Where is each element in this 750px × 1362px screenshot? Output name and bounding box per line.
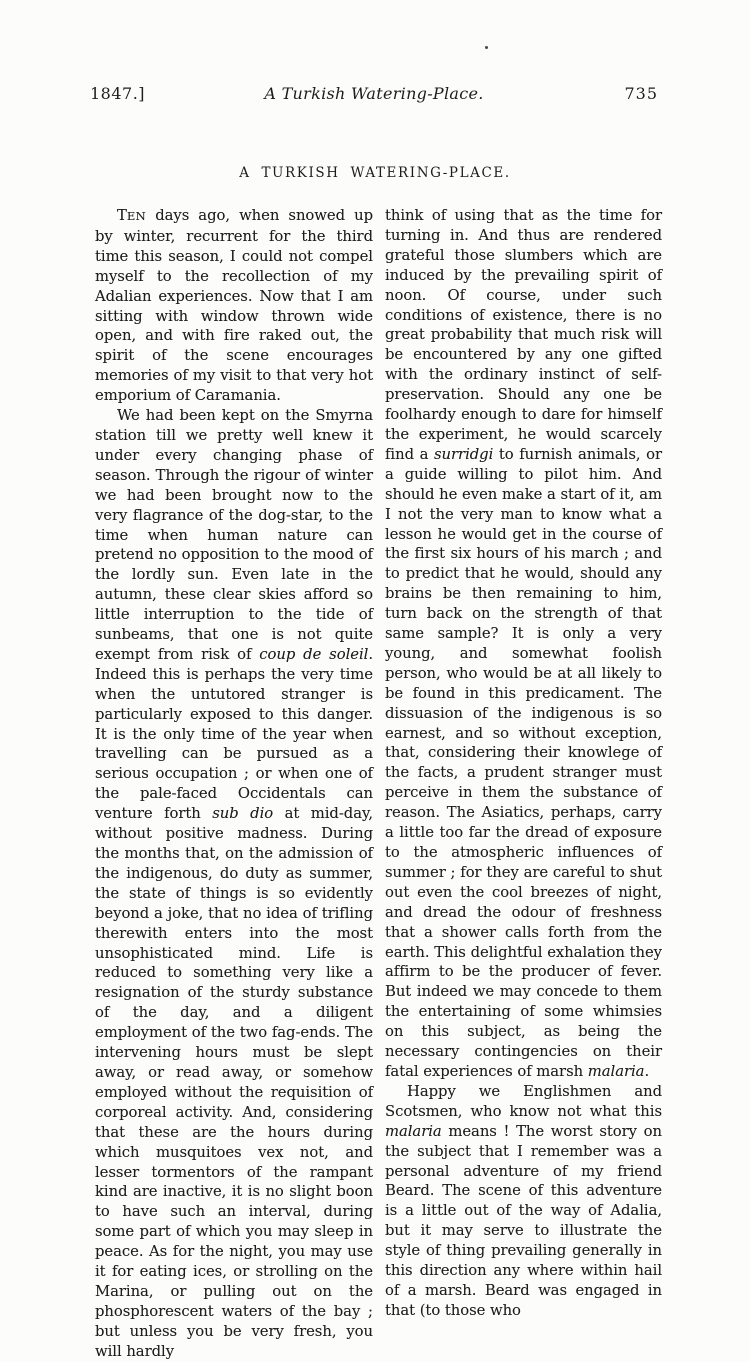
italic-text-run: coup de soleil	[259, 646, 368, 663]
text-run: . Indeed this is perhaps the very time when the untutored stranger is particularly exposed to this danger. It is the only time of the year when travelling can be pursued as a serious occupation ; or when one of the pale-faced Occidentals can venture forth	[95, 646, 373, 822]
paragraph	[385, 1082, 662, 1321]
italic-text-run: malaria	[385, 1123, 442, 1140]
header-year: 1847.]	[90, 84, 145, 103]
italic-text-run: sub dio	[212, 805, 273, 822]
right-column	[385, 206, 662, 1362]
article-title: A TURKISH WATERING-PLACE.	[0, 165, 750, 181]
left-column	[95, 206, 373, 1362]
text-run: Happy we Englishmen and Scotsmen, who know not what this	[385, 1083, 662, 1120]
text-run: EN	[127, 209, 146, 223]
paragraph	[95, 206, 373, 406]
page-number: 735	[624, 84, 658, 103]
text-run: days ago, when snowed up by winter, recurrent for the third time this season, I could not compel myself to the recollection of my Adalian experiences. Now that I am sitting with window thrown wide open, and with fire raked out, the spirit of the scene encourages memories of my visit to that very hot emporium of Caramania.	[95, 207, 373, 404]
text-run: to furnish animals, or a guide willing to pilot him. And should he even make a start of it, am I not the very man to know what a lesson he would get in the course of the first six hours of his march ; and to predict that he would, should any brains be then remaining to him, turn back on the strength of that same sample? It is only a very young, and somewhat foolish person, who would be at all likely to be found in this predicament. The dissuasion of the indigenous is so earnest, and so without exception, that, considering their knowlege of the facts, a prudent stranger must perceive in them the substance of reason. The Asiatics, perhaps, carry a little too far the dread of exposure to the atmospheric influences of summer ; for they are careful to shut out even the cool breezes of night, and dread the odour of freshness that a shower calls forth from the earth. This delightful exhalation they affirm to be the producer of fever. But indeed we may concede to them the entertaining of some whimsies on this subject, as being the necessary contingencies on their fatal experiences of marsh	[385, 446, 662, 1080]
italic-text-run: malaria	[588, 1063, 645, 1080]
text-run: We had been kept on the Smyrna station till we pretty well knew it under every changing phase of season. Through the rigour of winter we had been brought now to the very flagrance of the dog-star, to the time when human nature can pretend no opposition to the mood of the lordly sun. Even late in the autumn, these clear skies afford so little interruption to the tide of sunbeams, that one is not quite exempt from risk of	[95, 407, 373, 663]
text-run: means ! The worst story on the subject that I remember was a personal adventure of my friend Beard. The scene of this adventure is a little out of the way of Adalia, but it may serve to illustrate the style of thing prevailing generally in this direction any where within hail of a marsh. Beard was engaged in that (to those who	[385, 1123, 662, 1319]
paragraph	[385, 206, 662, 1082]
running-title: A Turkish Watering-Place.	[264, 84, 483, 103]
text-run: think of using that as the time for turning in. And thus are rendered grateful those slumbers which are induced by the prevailing spirit of noon. Of course, under such conditions of existence, there is no great probability that much risk will be encountered by any one gifted with the ordinary instinct of self-preservation. Should any one be foolhardy enough to dare for himself the experiment, he would scarcely find a	[385, 207, 662, 463]
paragraph	[95, 406, 373, 1362]
text-run: at mid-day, without positive madness. During the months that, on the admission of the indigenous, do duty as summer, the state of things is so evidently beyond a joke, that no idea of trifling therewith enters into the most unsophisticated mind. Life is reduced to something very like a resignation of the sturdy substance of the day, and a diligent employment of the two fag-ends. The intervening hours must be slept away, or read away, or somehow employed without the requisition of corporeal activity. And, considering that these are the hours during which musquitoes vex not, and lesser tormentors of the rampant kind are inactive, it is no slight boon to have such an interval, during some part of which you may sleep in peace. As for the night, you may use it for eating ices, or strolling on the Marina, or pulling out on the phosphorescent waters of the bay ; but unless you be very fresh, you will hardly	[95, 805, 373, 1359]
scan-speckle	[485, 46, 488, 49]
italic-text-run: surridgi	[434, 446, 493, 463]
text-columns	[95, 206, 662, 1362]
text-run: .	[644, 1063, 649, 1080]
text-run: T	[117, 207, 127, 224]
page-header	[90, 84, 658, 106]
